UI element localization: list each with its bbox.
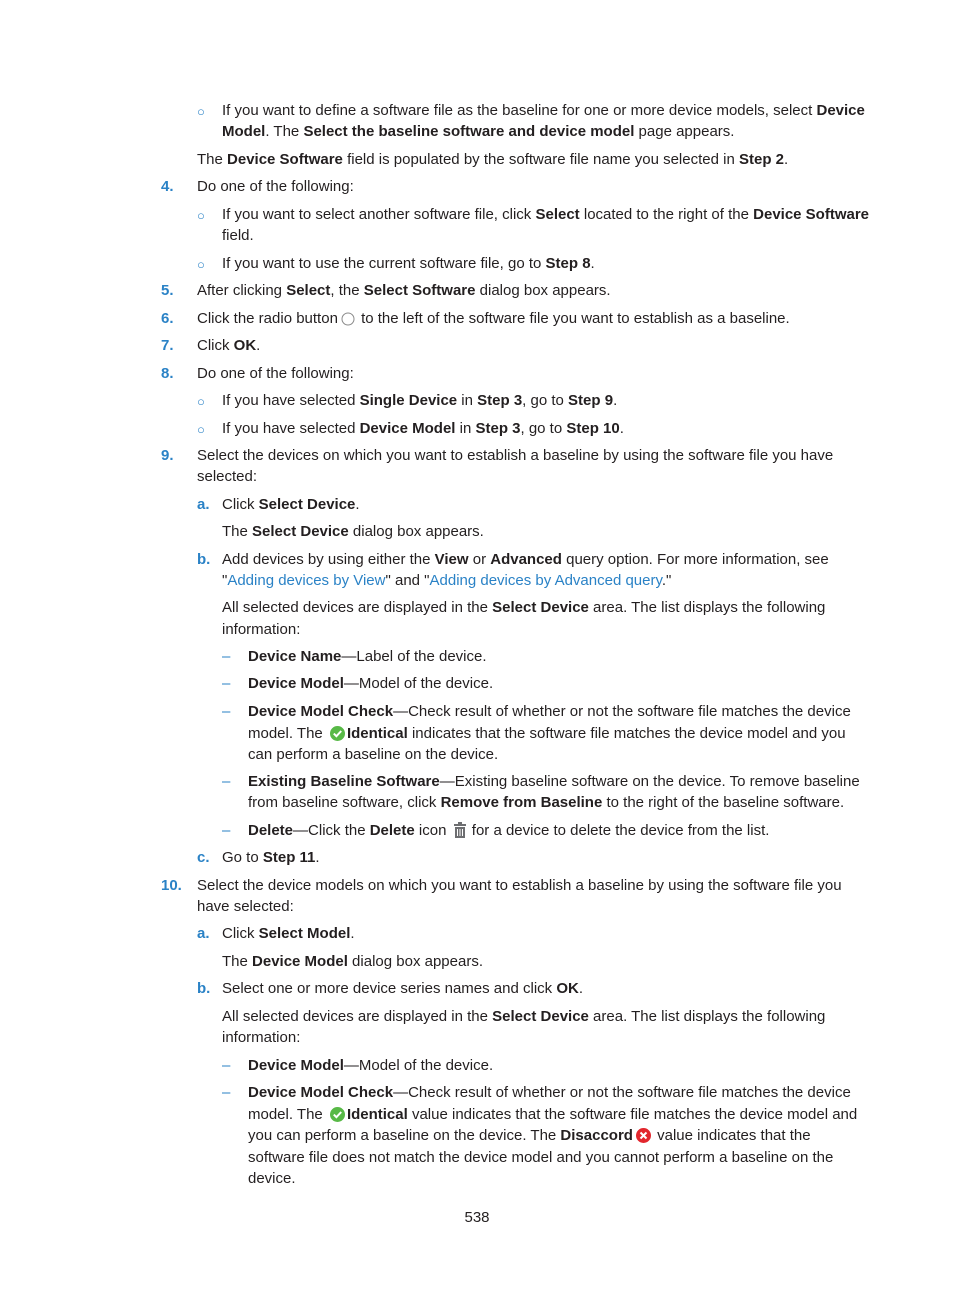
step-number: 7.	[161, 337, 174, 354]
paragraph-line: All selected devices are displayed in the Select Device area. The list displays the following	[222, 599, 826, 616]
substep-letter: b.	[197, 980, 211, 997]
paragraph-line: device.	[248, 1170, 296, 1187]
paragraph-line: Delete—Click the Delete icon for a device to delete the device from the list.	[248, 820, 769, 844]
link-adding-devices-by-view[interactable]: Adding devices by View	[227, 572, 386, 589]
step-number: 4.	[161, 178, 174, 195]
paragraph-line: information:	[222, 621, 301, 638]
paragraph-line: model. The Identical value indicates that the software file matches the device model and	[248, 1104, 857, 1128]
paragraph-line: All selected devices are displayed in the Select Device area. The list displays the following	[222, 1008, 826, 1025]
step-number: 6.	[161, 310, 174, 327]
substep-letter: a.	[197, 496, 210, 513]
dash-bullet: –	[222, 773, 231, 790]
paragraph-line: If you have selected Device Model in Step 3, go to Step 10.	[222, 420, 624, 437]
paragraph-line: Select the device models on which you want to establish a baseline by using the software file you	[197, 877, 842, 894]
paragraph-line: Select the devices on which you want to establish a baseline by using the software file you have	[197, 447, 834, 464]
paragraph-line: field.	[222, 227, 254, 244]
dash-bullet: –	[222, 1057, 231, 1074]
paragraph-line: Do one of the following:	[197, 178, 354, 195]
circle-bullet: ○	[197, 257, 205, 272]
paragraph-line: Existing Baseline Software—Existing baseline software on the device. To remove baseline	[248, 773, 860, 790]
paragraph-line: Click Select Device.	[222, 496, 360, 513]
paragraph-line: Device Name—Label of the device.	[248, 648, 487, 665]
paragraph-line: The Select Device dialog box appears.	[222, 523, 484, 540]
paragraph-line: software file does not match the device model and you cannot perform a baseline on the	[248, 1149, 834, 1166]
paragraph-line: Click OK.	[197, 337, 261, 354]
paragraph-line: The Device Software field is populated by the software file name you selected in Step 2.	[197, 151, 789, 168]
link-adding-devices-by-advanced-query[interactable]: Adding devices by Advanced query	[429, 572, 662, 589]
step-number: 9.	[161, 447, 174, 464]
paragraph-line: from baseline software, click Remove from Baseline to the right of the baseline software.	[248, 794, 845, 811]
red-x-icon	[636, 1128, 651, 1149]
paragraph-line: If you want to select another software file, click Select located to the right of the Device Software	[222, 206, 870, 223]
step-number: 10.	[161, 877, 182, 894]
paragraph-line: If you have selected Single Device in Step 3, go to Step 9.	[222, 392, 618, 409]
paragraph-line: Add devices by using either the View or Advanced query option. For more information, see	[222, 551, 829, 568]
paragraph-line: Do one of the following:	[197, 365, 354, 382]
paragraph-line: Click Select Model.	[222, 925, 355, 942]
substep-letter: a.	[197, 925, 210, 942]
paragraph-line: information:	[222, 1029, 301, 1046]
paragraph-line: you can perform a baseline on the device. The Disaccord value indicates that the	[248, 1125, 811, 1149]
trash-icon	[454, 822, 466, 844]
dash-bullet: –	[222, 675, 231, 692]
step-number: 5.	[161, 282, 174, 299]
radio-button-icon	[341, 311, 355, 332]
substep-letter: c.	[197, 849, 210, 866]
page-number: 538	[464, 1209, 490, 1226]
paragraph-line: If you want to use the current software file, go to Step 8.	[222, 255, 595, 272]
paragraph-line: Device Model—Model of the device.	[248, 1057, 494, 1074]
circle-bullet: ○	[197, 104, 205, 119]
dash-bullet: –	[222, 822, 231, 839]
step-number: 8.	[161, 365, 174, 382]
paragraph-line: model. The Identical indicates that the software file matches the device model and you	[248, 723, 846, 747]
paragraph-line: have selected:	[197, 898, 294, 915]
paragraph-line: Click the radio button to the left of the software file you want to establish as a baseline.	[197, 308, 790, 332]
paragraph-line: Model. The Select the baseline software and device model page appears.	[222, 123, 735, 140]
dash-bullet: –	[222, 1084, 231, 1101]
paragraph-line: Select one or more device series names and click OK.	[222, 980, 583, 997]
paragraph-line: Device Model Check—Check result of whether or not the software file matches the device	[248, 1084, 851, 1101]
substep-letter: b.	[197, 551, 211, 568]
dash-bullet: –	[222, 703, 231, 720]
paragraph-line: Go to Step 11.	[222, 849, 320, 866]
paragraph-line: The Device Model dialog box appears.	[222, 953, 483, 970]
paragraph-line: Device Model—Model of the device.	[248, 675, 494, 692]
paragraph-line: can perform a baseline on the device.	[248, 746, 499, 763]
dash-bullet: –	[222, 648, 231, 665]
circle-bullet: ○	[197, 208, 205, 223]
circle-bullet: ○	[197, 394, 205, 409]
circle-bullet: ○	[197, 422, 205, 437]
paragraph-line: If you want to define a software file as the baseline for one or more device models, select Device	[222, 102, 865, 119]
paragraph-line: Device Model Check—Check result of whether or not the software file matches the device	[248, 703, 851, 720]
paragraph-line: After clicking Select, the Select Software dialog box appears.	[197, 282, 611, 299]
paragraph-line: selected:	[197, 468, 258, 485]
paragraph-line: "Adding devices by View" and "Adding devices by Advanced query."	[222, 572, 672, 589]
